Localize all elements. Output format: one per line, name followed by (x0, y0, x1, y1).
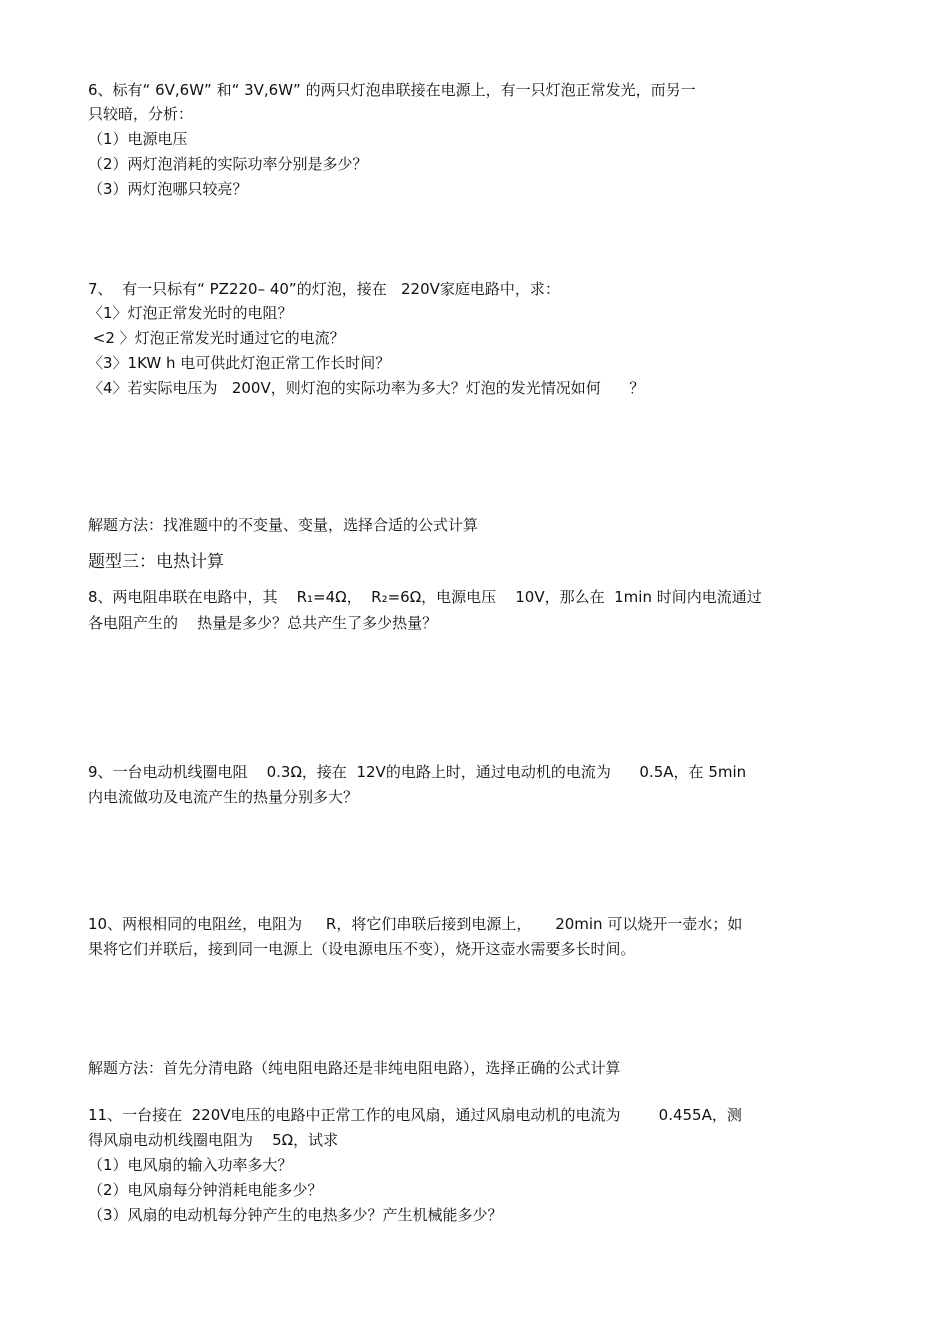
q8-text-line-2: 各电阻产生的 热量是多少？总共产生了多少热量？ (88, 614, 438, 632)
q11-text-line-1: 11、一台接在 220V电压的电路中正常工作的电风扇，通过风扇电动机的电流为 0.455A，测 (88, 1106, 742, 1124)
q6-subquestion-2: （2）两灯泡消耗的实际功率分别是多少？ (88, 155, 368, 173)
section-title-electric-heat: 题型三：电热计算 (88, 552, 224, 572)
q11-subquestion-3: （3）风扇的电动机每分钟产生的电热多少？产生机械能多少？ (88, 1206, 503, 1224)
q8-text-line-1: 8、两电阻串联在电路中，其 R₁=4Ω， R₂=6Ω，电源电压 10V，那么在 1min 时间内电流通过 (88, 588, 762, 606)
q11-text-line-2: 得风扇电动机线圈电阻为 5Ω，试求 (88, 1131, 339, 1149)
q7-subquestion-2: <2 〉灯泡正常发光时通过它的电流？ (88, 329, 345, 347)
q11-subquestion-1: （1）电风扇的输入功率多大？ (88, 1156, 293, 1174)
method-note-1: 解题方法：找准题中的不变量、变量，选择合适的公式计算 (88, 516, 479, 534)
q9-text-line-1: 9、一台电动机线圈电阻 0.3Ω，接在 12V的电路上时，通过电动机的电流为 0.5A，在 5min (88, 763, 747, 781)
q6-subquestion-3: （3）两灯泡哪只较亮？ (88, 180, 248, 198)
q7-subquestion-3: 〈3〉1KW h 电可供此灯泡正常工作长时间？ (88, 354, 391, 372)
method-note-2: 解题方法：首先分清电路（纯电阻电路还是非纯电阻电路），选择正确的公式计算 (88, 1059, 621, 1077)
q11-subquestion-2: （2）电风扇每分钟消耗电能多少？ (88, 1181, 323, 1199)
q7-subquestion-4: 〈4〉若实际电压为 200V，则灯泡的实际功率为多大？灯泡的发光情况如何 ？ (88, 379, 645, 397)
q7-text-line-1: 7、 有一只标有“ PZ220– 40”的灯泡，接在 220V家庭电路中，求： (88, 280, 560, 298)
q6-subquestion-1: （1）电源电压 (88, 130, 188, 148)
q9-text-line-2: 内电流做功及电流产生的热量分别多大？ (88, 788, 359, 806)
q6-text-line-1: 6、标有“ 6V,6W” 和“ 3V,6W” 的两只灯泡串联接在电源上，有一只灯泡正常发光，而另一 (88, 81, 696, 99)
q10-text-line-2: 果将它们并联后，接到同一电源上（设电源电压不变），烧开这壶水需要多长时间。 (88, 940, 636, 958)
q7-subquestion-1: 〈1〉灯泡正常发光时的电阻？ (88, 304, 293, 322)
q10-text-line-1: 10、两根相同的电阻丝，电阻为 R，将它们串联后接到电源上， 20min 可以烧开一壶水；如 (88, 915, 743, 933)
q6-text-line-2: 只较暗，分析： (88, 105, 194, 123)
